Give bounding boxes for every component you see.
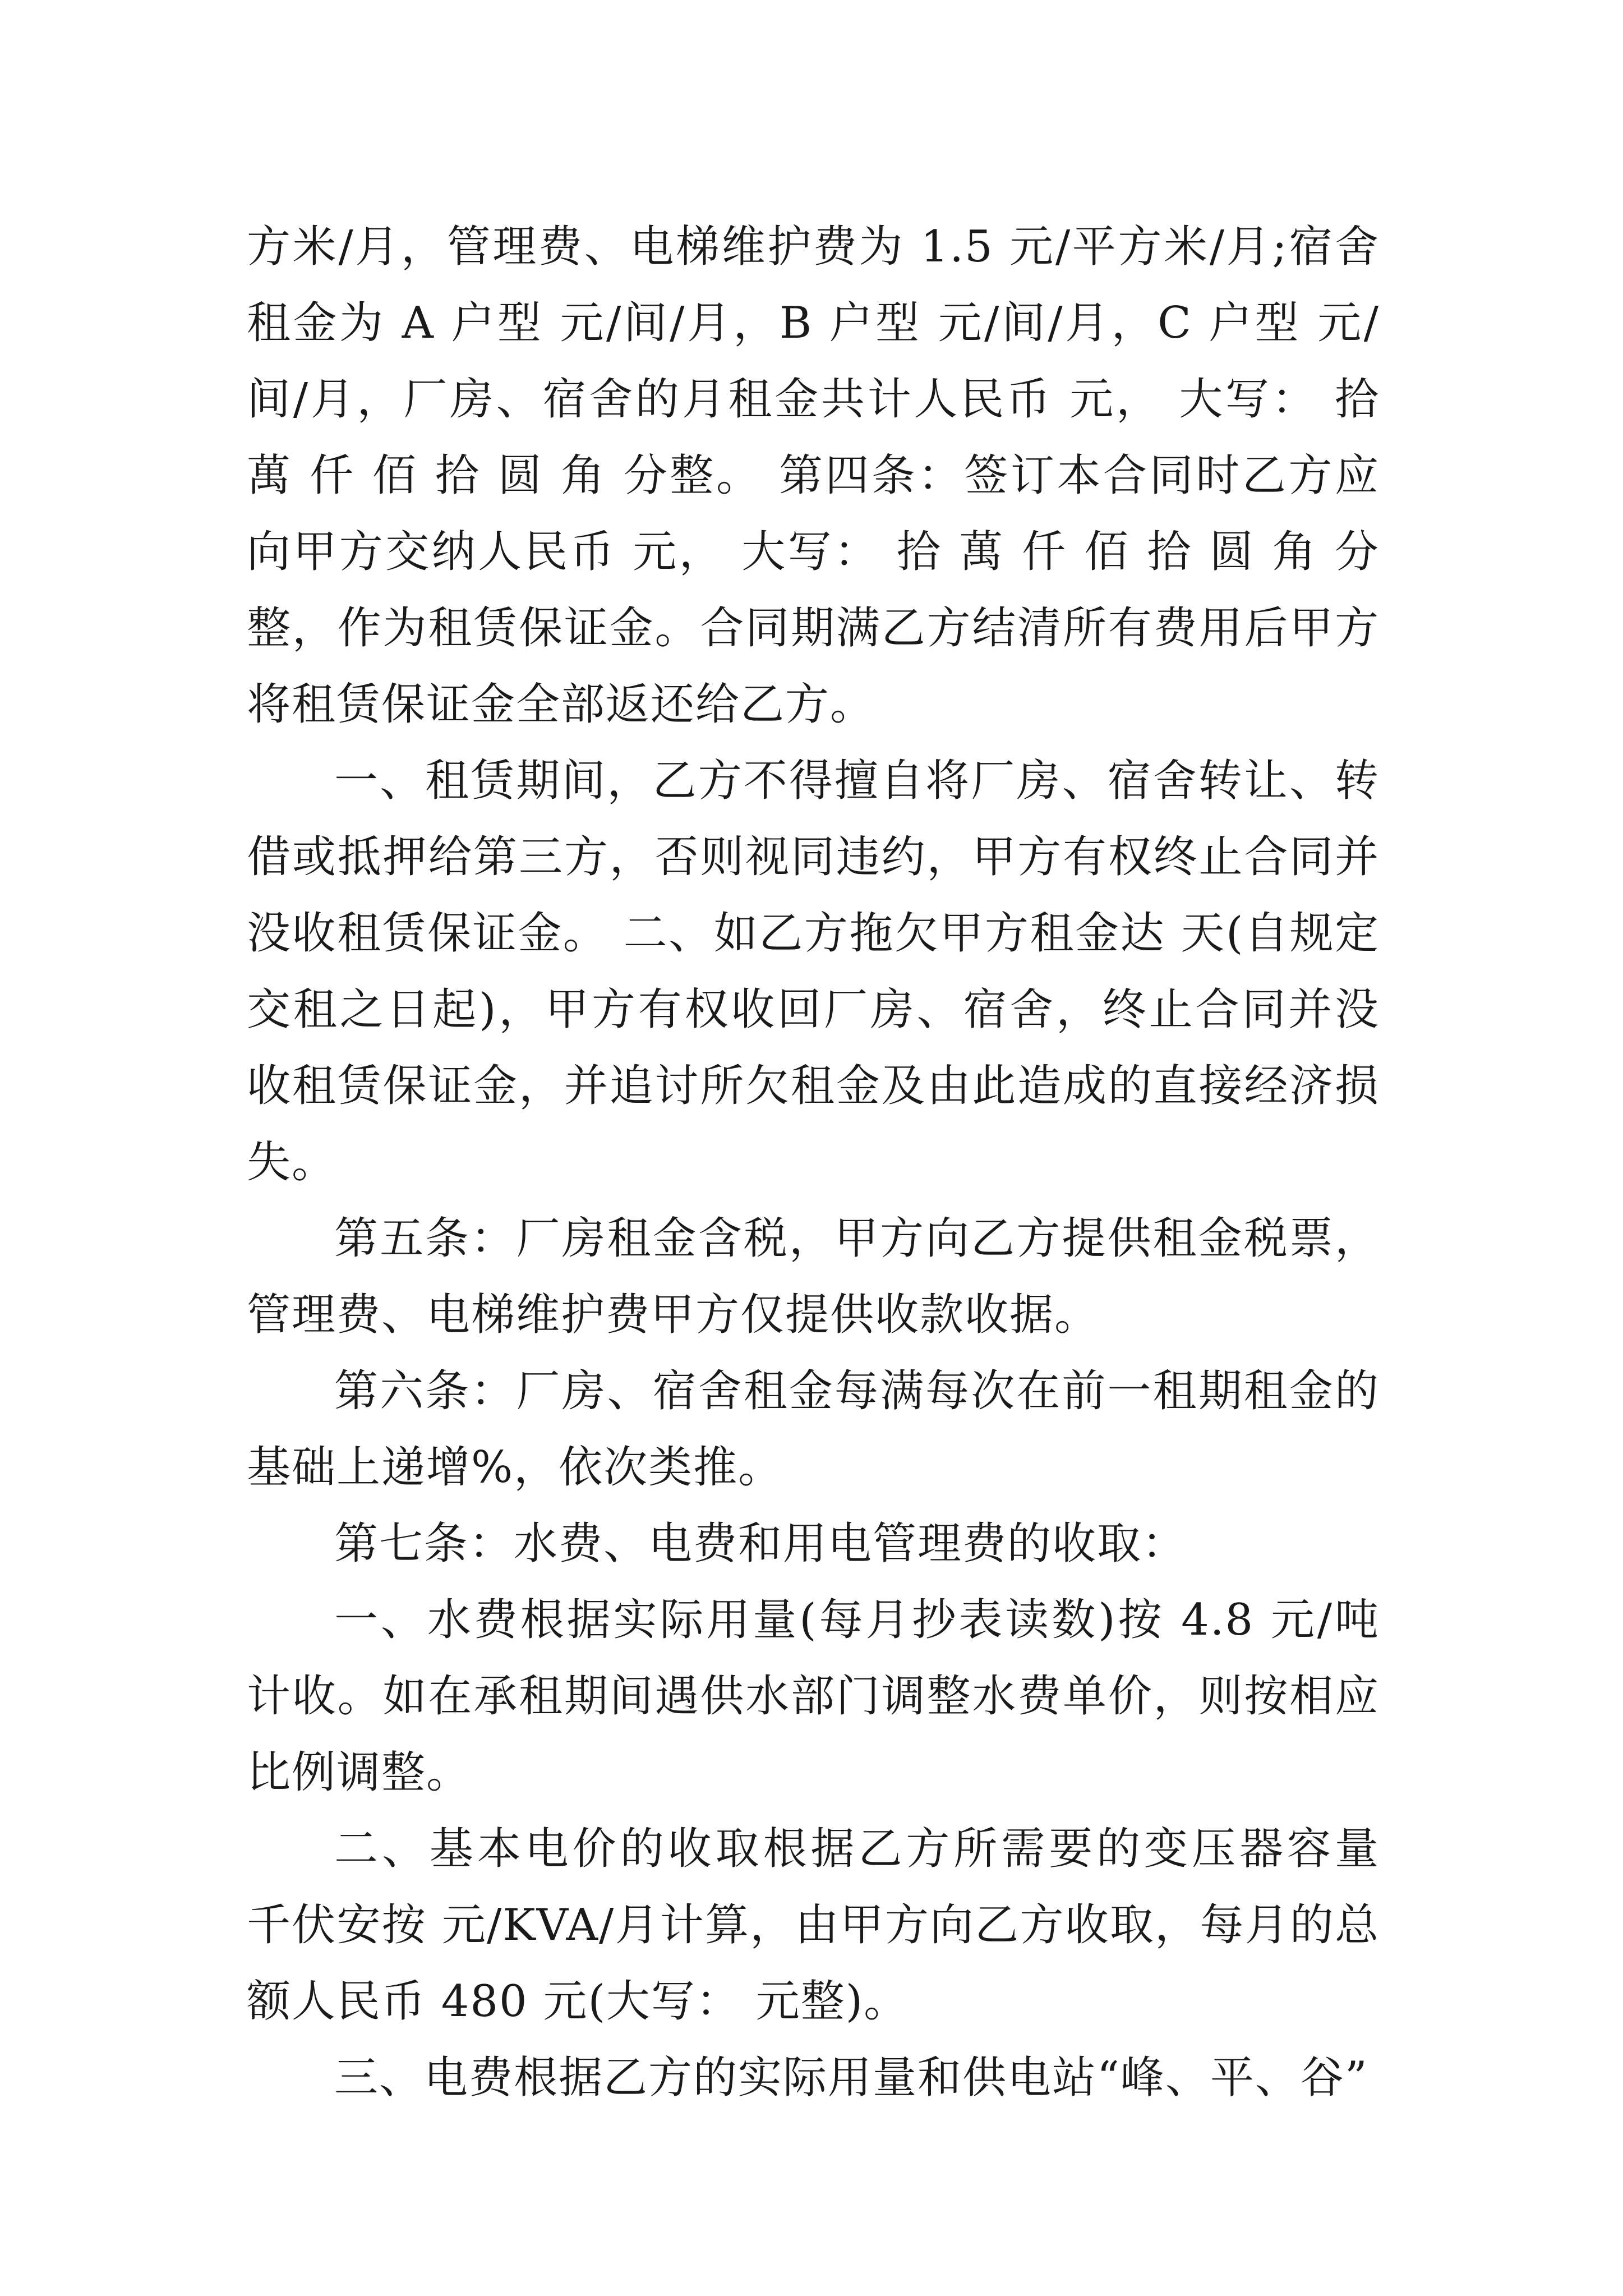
paragraph-water-fee: 一、水费根据实际用量(每月抄表读数)按 4.8 元/吨计收。如在承租期间遇供水部门调整水费单价，则按相应比例调整。 [247,1595,1380,1798]
paragraph-article-7-heading: 第七条：水费、电费和用电管理费的收取： [334,1519,1187,1569]
paragraph-rent-and-deposit: 方米/月，管理费、电梯维护费为 1.5 元/平方米/月;宿舍租金为 A 户型 元/间/月，B 户型 元/间/月，C 户型 元/间/月，厂房、宿舍的月租金共计人民币 元， 大写： 拾 萬 仟 佰 拾 圆 角 分整。 第四条：签订本合同时乙方应向甲方交纳人民币 元， 大写： 拾 萬 仟 佰 拾 圆 角 分整，作为租赁保证金。合同期满乙方结清所有费用后甲方将租赁保证金全部返还给乙方。 [247,222,1380,730]
paragraph-basic-electricity: 二、基本电价的收取根据乙方所需要的变压器容量 千伏安按 元/KVA/月计算，由甲方向乙方收取，每月的总额人民币 480 元(大写： 元整)。 [247,1824,1380,2027]
paragraph-breach-terms: 一、租赁期间，乙方不得擅自将厂房、宿舍转让、转借或抵押给第三方，否则视同违约，甲方有权终止合同并没收租赁保证金。 二、如乙方拖欠甲方租金达 天(自规定交租之日起)，甲方有权收回厂房、宿舍，终止合同并没收租赁保证金，并追讨所欠租金及由此造成的直接经济损失。 [247,756,1380,1188]
paragraph-article-6: 第六条：厂房、宿舍租金每满每次在前一租期租金的基础上递增%，依次类推。 [247,1366,1380,1493]
paragraph-electricity-fee: 三、电费根据乙方的实际用量和供电站“峰、平、谷” [334,2053,1368,2103]
paragraph-article-5: 第五条：厂房租金含税，甲方向乙方提供租金税票，管理费、电梯维护费甲方仅提供收款收据。 [247,1213,1380,1340]
contract-body [247,209,1380,2116]
